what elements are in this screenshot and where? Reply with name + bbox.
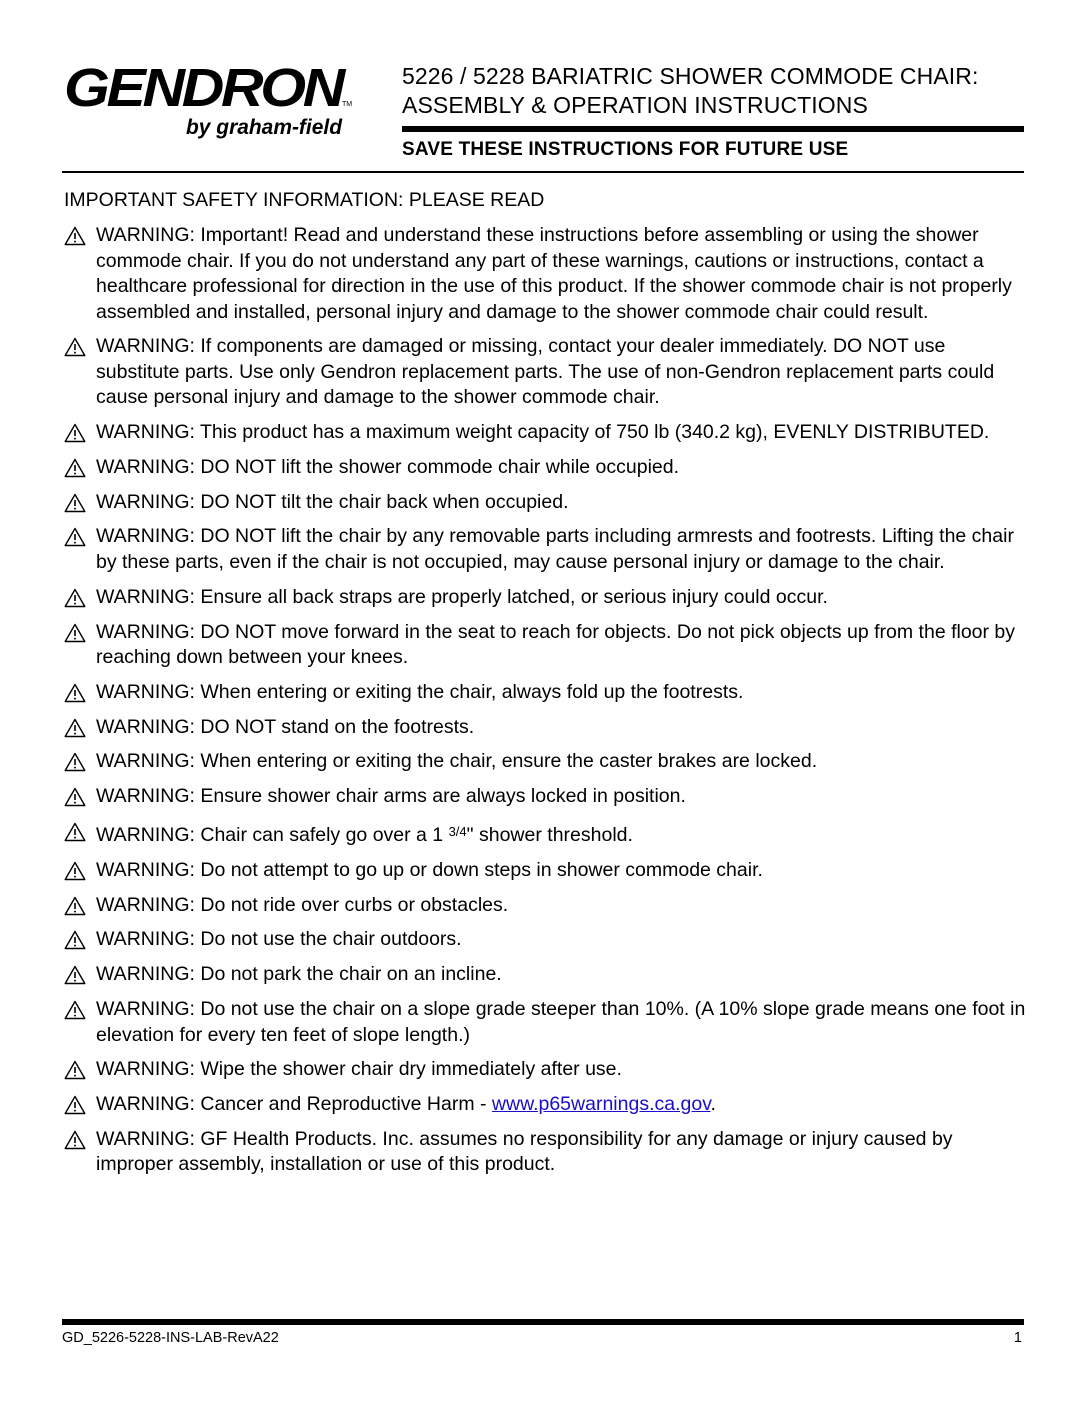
safety-heading: IMPORTANT SAFETY INFORMATION: PLEASE READ — [64, 189, 545, 211]
warning-text: WARNING: GF Health Products. Inc. assumes no responsibility for any damage or injury caused by improper assembly, installation or use of this product. — [96, 1127, 953, 1176]
threshold-suffix: " shower threshold. — [466, 824, 633, 847]
warning-triangle-icon — [64, 965, 86, 985]
document-title — [402, 62, 1042, 120]
warning-triangle-icon — [64, 458, 86, 478]
page-number: 1 — [1013, 1330, 1022, 1346]
warning-item — [62, 680, 1028, 706]
warning-triangle-icon — [64, 623, 86, 643]
warning-item — [62, 819, 1028, 849]
threshold-fraction: 3/4 — [448, 824, 467, 840]
warning-text: WARNING: When entering or exiting the chair, ensure the caster brakes are locked. — [96, 750, 818, 773]
warning-triangle-icon — [64, 1095, 86, 1115]
warning-item — [62, 585, 1028, 611]
title-line-2: ASSEMBLY & OPERATION INSTRUCTIONS — [402, 92, 868, 118]
warning-triangle-icon — [64, 930, 86, 950]
warning-text: WARNING: Do not use the chair on a slope grade steeper than 10%. (A 10% slope grade means one foot in elevation for every ten feet of slope length.) — [96, 998, 1026, 1046]
warning-triangle-icon — [64, 896, 86, 916]
warning-text: WARNING: Do not attempt to go up or down steps in shower commode chair. — [96, 858, 763, 881]
warning-text: WARNING: Do not use the chair outdoors. — [96, 928, 462, 951]
warning-text: WARNING: Chair can safely go over a 1 — [96, 824, 444, 847]
warning-item — [62, 490, 1028, 516]
warning-triangle-icon — [64, 861, 86, 881]
warning-text: WARNING: Important! Read and understand these instructions before assembling or using the shower commode chair. If you do not understand any part of these warnings, cautions or instructions, contact a healthcare professional for direction in the use of this product. If the shower commode chair is not properly assembled and installed, personal injury and damage to the shower commode chair could result. — [96, 224, 1012, 323]
warning-item — [62, 223, 1028, 325]
gendron-logo — [62, 62, 362, 142]
warning-text: WARNING: Cancer and Reproductive Harm - — [96, 1093, 492, 1116]
warning-text: WARNING: This product has a maximum weight capacity of 750 lb (340.2 kg), EVENLY DISTRIBUTED. — [96, 421, 990, 444]
document-code: GD_5226-5228-INS-LAB-RevA22 — [62, 1330, 279, 1346]
warning-text: WARNING: Do not ride over curbs or obstacles. — [96, 893, 509, 916]
save-notice: SAVE THESE INSTRUCTIONS FOR FUTURE USE — [402, 139, 849, 160]
warning-text: WARNING: DO NOT stand on the footrests. — [96, 715, 475, 738]
warning-text: WARNING: Do not park the chair on an incline. — [96, 963, 502, 986]
warning-triangle-icon — [64, 226, 86, 246]
warning-item — [62, 962, 1028, 988]
warning-text: WARNING: DO NOT move forward in the seat to reach for objects. Do not pick objects up from the floor by reaching down between your knees. — [96, 620, 1016, 669]
warning-item — [62, 858, 1028, 884]
warning-text: WARNING: Ensure shower chair arms are always locked in position. — [96, 785, 686, 808]
warning-triangle-icon — [64, 337, 86, 357]
warning-triangle-icon — [64, 493, 86, 513]
warning-text: WARNING: Ensure all back straps are properly latched, or serious injury could occur. — [96, 585, 828, 608]
warning-item — [62, 334, 1028, 411]
warning-item — [62, 997, 1028, 1048]
logo-tagline: by graham-field — [186, 116, 344, 139]
warning-item — [62, 420, 1028, 446]
warning-triangle-icon — [64, 787, 86, 807]
link-suffix: . — [710, 1093, 716, 1116]
warning-item — [62, 1127, 1028, 1178]
warning-triangle-icon — [64, 1000, 86, 1020]
warning-text: WARNING: If components are damaged or missing, contact your dealer immediately. DO NOT use substitute parts. Use only Gendron replacement parts. The use of non-Gendron replacement parts could cause personal injury and damage to the shower commode chair. — [96, 335, 995, 409]
warning-item — [62, 784, 1028, 810]
warning-item — [62, 620, 1028, 671]
warning-text: WARNING: Wipe the shower chair dry immediately after use. — [96, 1058, 622, 1081]
warning-text: WARNING: When entering or exiting the chair, always fold up the footrests. — [96, 680, 744, 703]
warning-triangle-icon — [64, 588, 86, 608]
warning-triangle-icon — [64, 1060, 86, 1080]
warning-item — [62, 1092, 1028, 1118]
warning-item — [62, 524, 1028, 575]
warning-item — [62, 927, 1028, 953]
warning-triangle-icon — [64, 423, 86, 443]
section-divider — [62, 171, 1024, 173]
header-rule — [402, 126, 1024, 132]
warning-item — [62, 455, 1028, 481]
footer-rule — [62, 1319, 1024, 1325]
warning-triangle-icon — [64, 527, 86, 547]
warning-triangle-icon — [64, 752, 86, 772]
warning-text: WARNING: DO NOT lift the chair by any removable parts including armrests and footrests. Lifting the chair by these parts, even if the chair is not occupied, may cause personal injury or damage to the chair. — [96, 525, 1014, 573]
warning-triangle-icon — [64, 822, 86, 842]
warning-item — [62, 893, 1028, 919]
warning-triangle-icon — [64, 683, 86, 703]
warning-text: WARNING: DO NOT tilt the chair back when occupied. — [96, 490, 569, 513]
title-line-1: 5226 / 5228 BARIATRIC SHOWER COMMODE CHAIR: — [402, 63, 979, 89]
warning-triangle-icon — [64, 1130, 86, 1150]
logo-brand: GENDRON — [64, 62, 347, 118]
logo-trademark: TM — [342, 101, 353, 108]
warning-text: WARNING: DO NOT lift the shower commode chair while occupied. — [96, 455, 680, 478]
p65-warnings-link[interactable]: www.p65warnings.ca.gov — [491, 1093, 711, 1116]
warning-triangle-icon — [64, 718, 86, 738]
warning-item — [62, 1057, 1028, 1083]
warning-item — [62, 749, 1028, 775]
warnings-list — [62, 223, 1028, 1187]
warning-item — [62, 715, 1028, 741]
